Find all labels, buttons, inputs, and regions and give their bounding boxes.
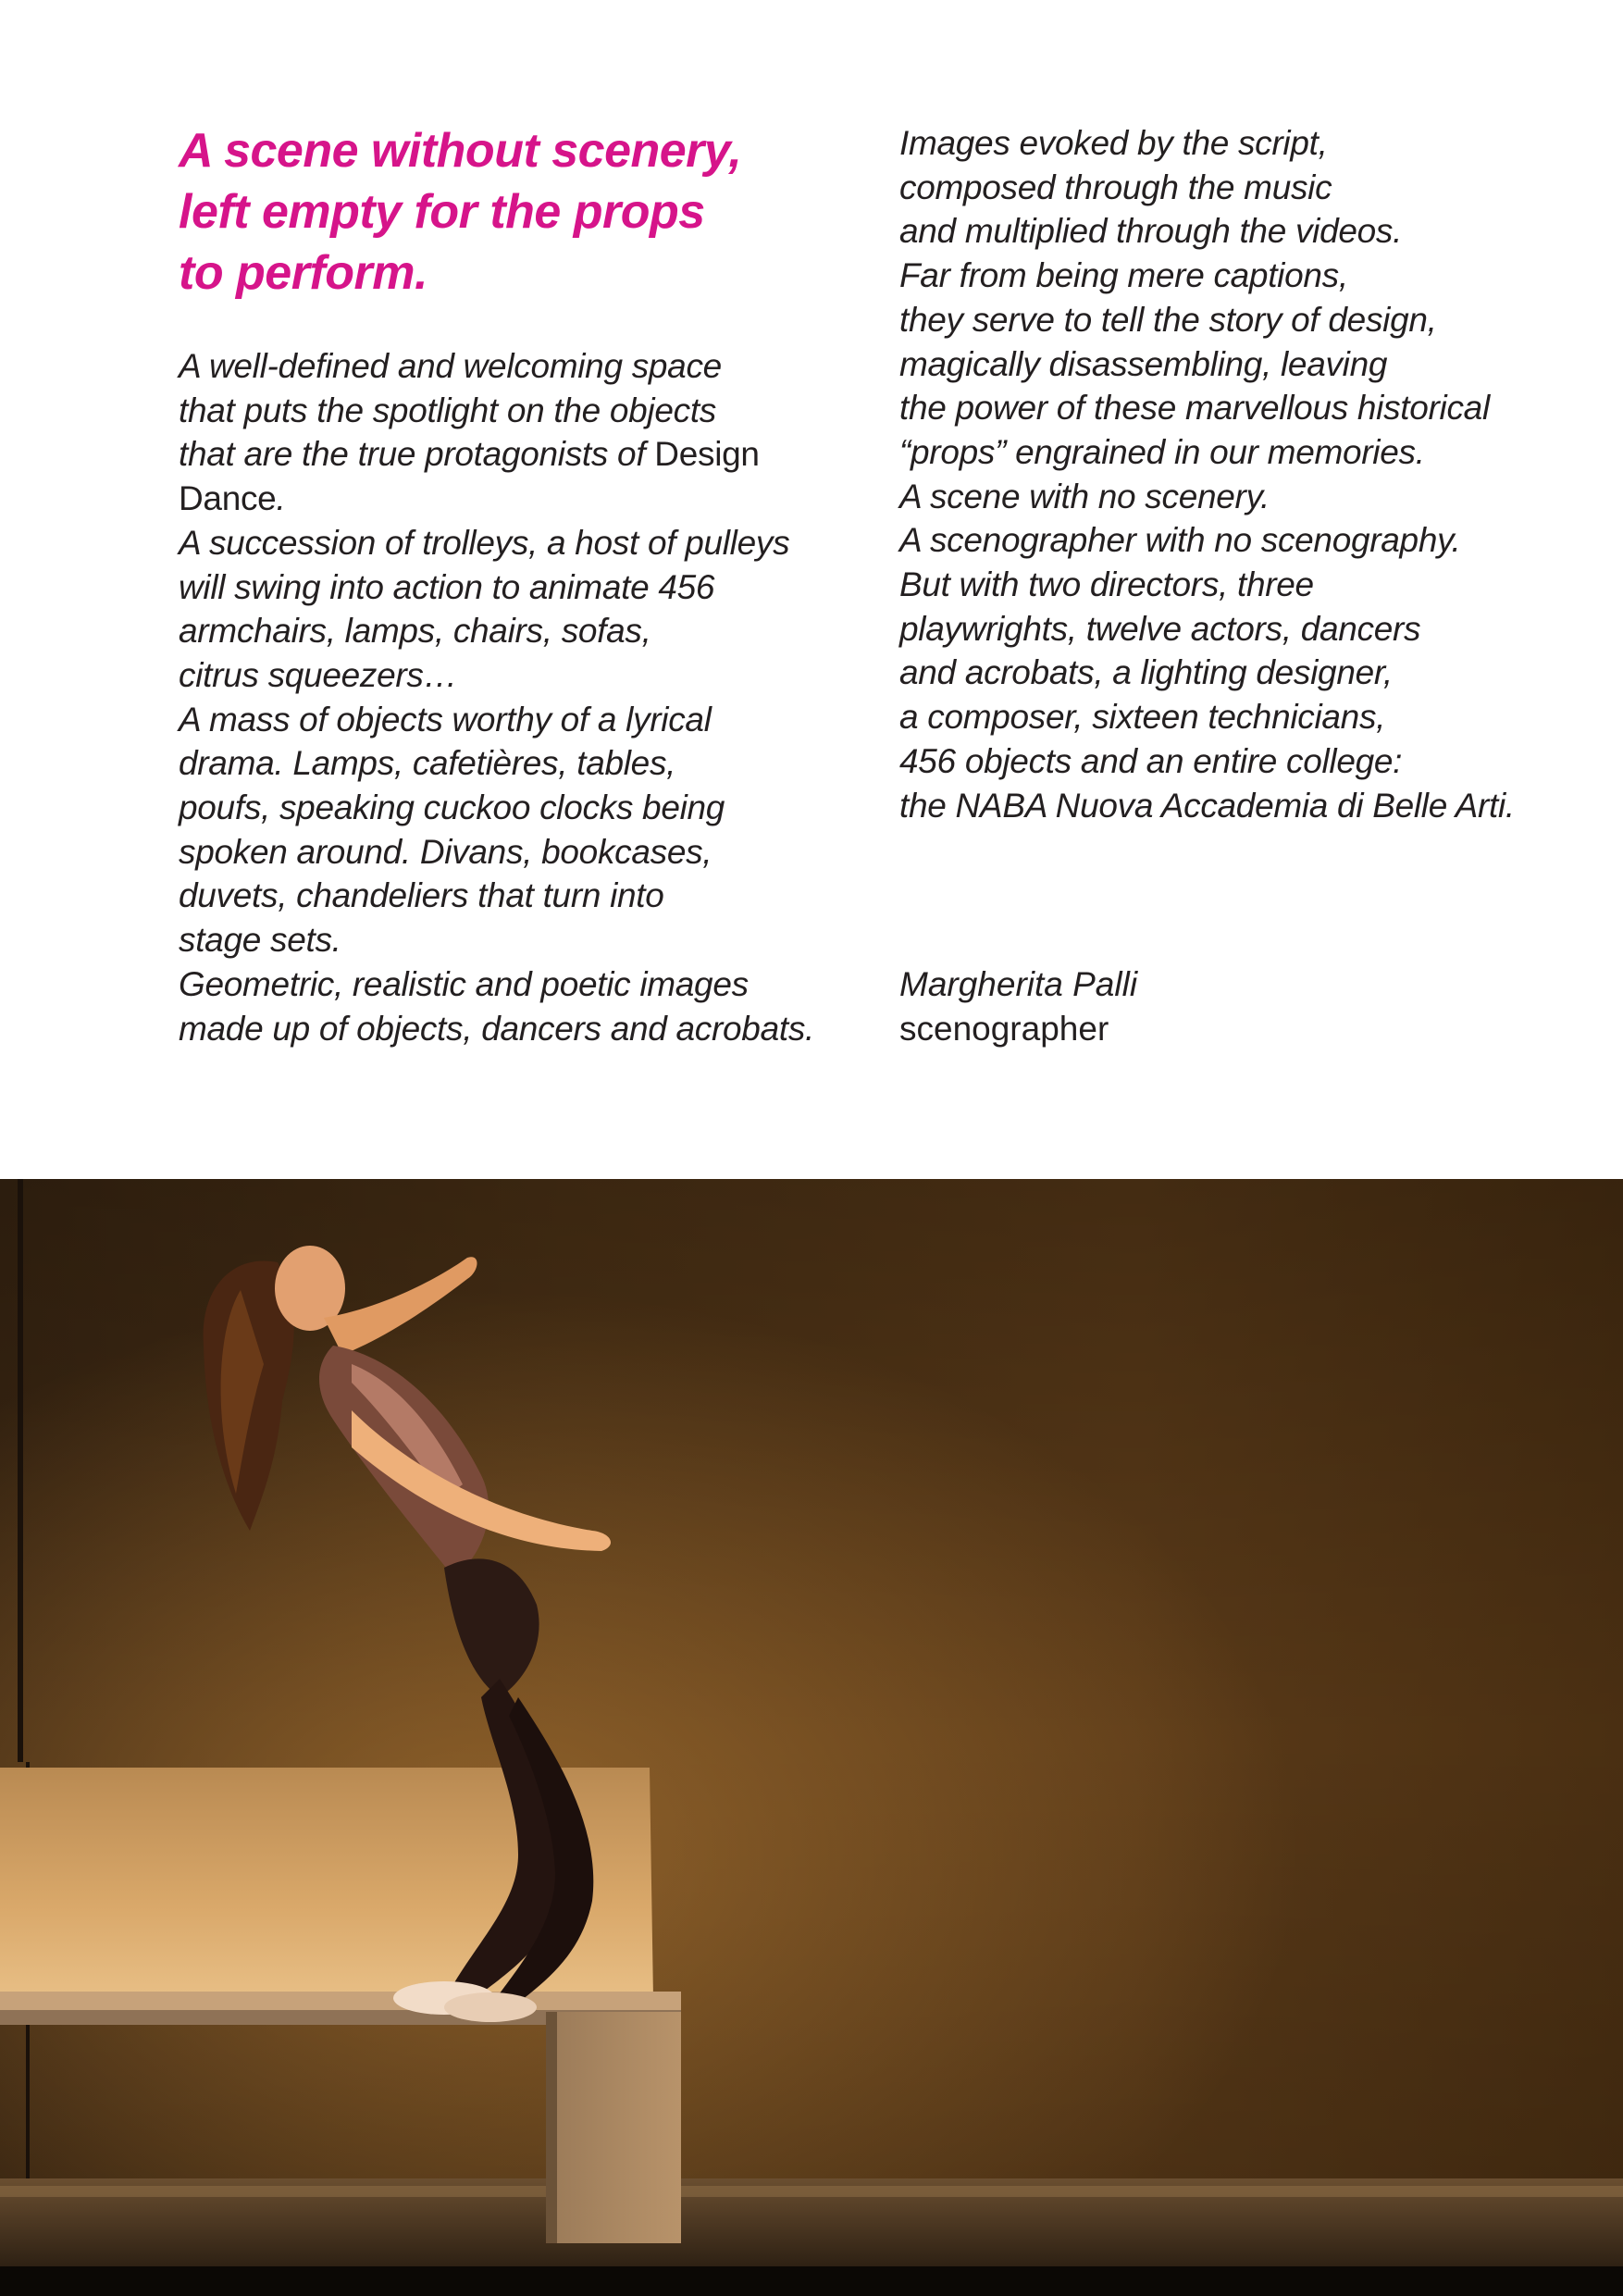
- text-line: the NABA Nuova Accademia di Belle Arti.: [899, 786, 1515, 825]
- text-line-part: that are the true protagonists of: [179, 435, 646, 474]
- text-line: they serve to tell the story of design,: [899, 300, 1437, 339]
- left-column-text: [179, 344, 826, 1050]
- text-line: magically disassembling, leaving: [899, 344, 1388, 383]
- floor-highlight: [0, 2186, 1623, 2197]
- text-line: and multiplied through the videos.: [899, 212, 1403, 251]
- text-line: Geometric, realistic and poetic images: [179, 964, 749, 1003]
- floor-shadow: [0, 2266, 1623, 2296]
- signature: [899, 962, 1137, 1050]
- text-line: But with two directors, three: [899, 565, 1314, 604]
- text-line: spoken around. Divans, bookcases,: [179, 832, 712, 871]
- design-dance-title-part: Dance: [179, 479, 277, 518]
- text-line-part: .: [276, 479, 286, 518]
- headline-line: A scene without scenery,: [179, 124, 742, 178]
- text-line: duvets, chandeliers that turn into: [179, 876, 664, 915]
- text-line: Far from being mere captions,: [899, 256, 1348, 295]
- bench-leg-shade: [546, 2012, 557, 2243]
- text-line: 456 objects and an entire college:: [899, 741, 1403, 780]
- text-line: A succession of trolleys, a host of pulleys: [179, 523, 790, 562]
- text-line: poufs, speaking cuckoo clocks being: [179, 788, 725, 827]
- text-line: “props” engrained in our memories.: [899, 432, 1425, 471]
- headline: [179, 120, 845, 304]
- bench-top-edge: [0, 1992, 681, 2012]
- text-line: [179, 432, 826, 477]
- text-line: composed through the music: [899, 168, 1332, 206]
- author-name: Margherita Palli: [899, 965, 1138, 1003]
- text-line: stage sets.: [179, 921, 341, 960]
- text-line: a composer, sixteen technicians,: [899, 698, 1386, 737]
- right-column-text: [899, 121, 1547, 827]
- dancer-stage-photo: [0, 1179, 1623, 2296]
- text-line: will swing into action to animate 456: [179, 567, 715, 606]
- text-line: A mass of objects worthy of a lyrical: [179, 700, 712, 738]
- text-line: Images evoked by the script,: [899, 124, 1328, 162]
- headline-line: left empty for the props: [179, 185, 705, 239]
- text-line: playwrights, twelve actors, dancers: [899, 609, 1421, 648]
- text-line: the power of these marvellous historical: [899, 389, 1490, 428]
- text-line: A scenographer with no scenography.: [899, 521, 1461, 560]
- text-line: [179, 477, 826, 521]
- text-line: citrus squeezers…: [179, 655, 458, 694]
- author-role: scenographer: [899, 1009, 1109, 1048]
- headline-line: to perform.: [179, 246, 427, 300]
- text-line: armchairs, lamps, chairs, sofas,: [179, 612, 651, 651]
- dancer-foot: [444, 1992, 537, 2022]
- text-line: A well-defined and welcoming space: [179, 347, 722, 385]
- bench-leg: [546, 2012, 681, 2243]
- text-line: made up of objects, dancers and acrobats.: [179, 1009, 815, 1048]
- design-dance-title-part: Design: [654, 435, 760, 474]
- text-line: that puts the spotlight on the objects: [179, 391, 716, 429]
- text-line: drama. Lamps, cafetières, tables,: [179, 744, 676, 783]
- text-line: and acrobats, a lighting designer,: [899, 653, 1393, 692]
- text-line: A scene with no scenery.: [899, 477, 1270, 515]
